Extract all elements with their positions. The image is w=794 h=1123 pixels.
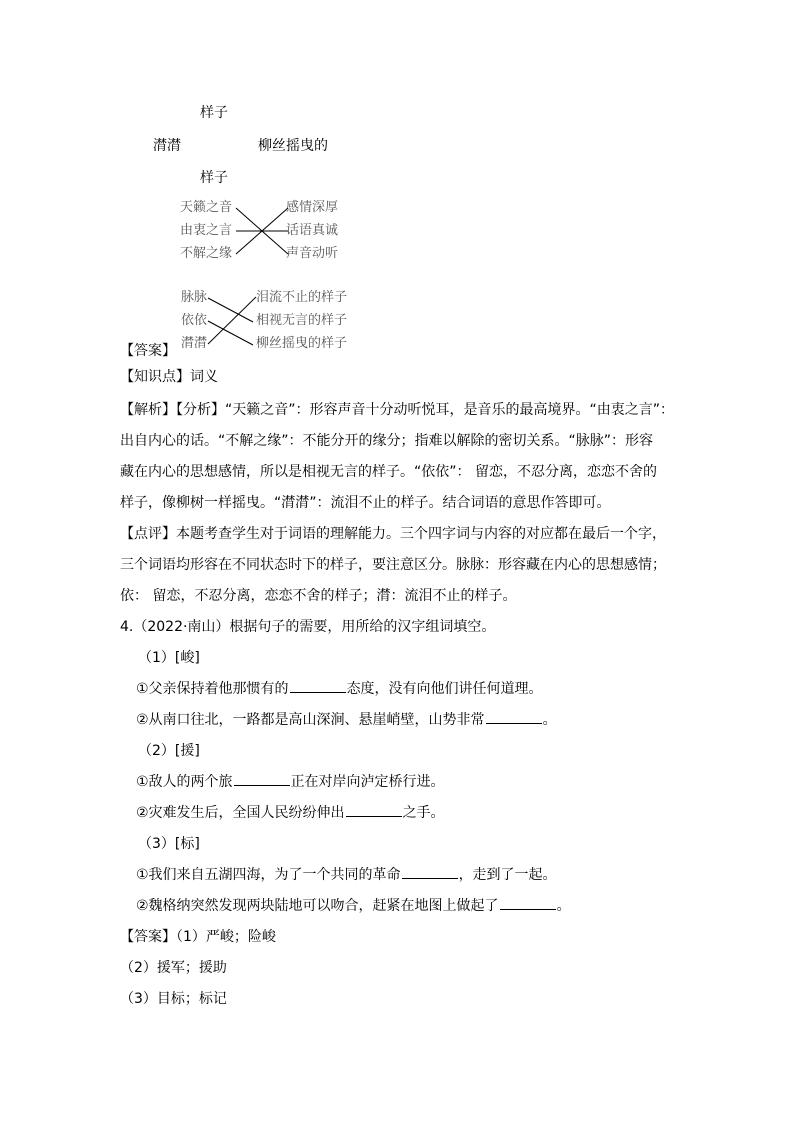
part-3-item-1: ①我们来自五湖四海，为了一个共同的革命 ，走到了一起。 [120,860,680,891]
comment-line: 【点评】本题考查学生对于词语的理解能力。三个四字词与内容的对应都在最后一个字， [120,526,666,542]
match1-right-0: 感情深厚 [286,200,339,215]
part-2-item-1: ①敌人的两个旅 正在对岸向泸定桥行进。 [120,767,680,798]
fragment-liusi: 柳丝摇曳的 [258,138,328,154]
part-1-label: （1）[峻] [138,650,200,666]
fragment-yangzi-2: 样子 [200,170,228,186]
analysis-line: 【解析】【分析】“天籁之音”：形容声音十分动听悦耳，是音乐的最高境界。“由衷之言”： [120,402,675,418]
fragment-yangzi-1: 样子 [200,105,228,121]
analysis-line: 藏在内心的思想感情，所以是相视无言的样子。“依依”： 留恋，不忍分离，恋恋不舍的 [120,464,657,480]
q4-answer-line-1: 【答案】（1）严峻；险峻 [120,929,276,945]
knowledge-value: 词义 [190,369,218,385]
part-3-label: （3）[标] [138,836,200,852]
question-4 [120,612,680,1015]
match2-left-1: 依依 [181,313,208,328]
match1-right-2: 声音动听 [286,246,339,261]
fill-blank[interactable] [346,802,402,817]
match1-left-2: 不解之缘 [180,246,233,261]
match2-right-0: 泪流不止的样子 [256,290,348,305]
match2-connector-lines [0,0,794,400]
part-1-item-1: ①父亲保持着他那惯有的 态度，没有向他们讲任何道理。 [120,674,680,705]
answer-label-q4: 【答案】 [120,929,176,945]
match2-left-2: 潸潸 [181,336,208,351]
question-4-title: 4.（2022·南山）根据句子的需要，用所给的汉字组词填空。 [120,619,496,635]
analysis-line: 出自内心的话。“不解之缘”：不能分开的缘分；指难以解除的密切关系。“脉脉”：形容 [120,433,654,449]
comment-line: 三个词语均形容在不同状态时下的样子，要注意区分。脉脉：形容藏在内心的思想感情； [120,557,666,573]
match2-right-1: 相视无言的样子 [256,313,348,328]
part-1-item-2: ②从南口往北，一路都是高山深涧、悬崖峭壁，山势非常 。 [120,705,680,736]
fill-blank[interactable] [290,678,346,693]
match1-right-1: 话语真诚 [286,223,339,238]
part-2-item-2: ②灾难发生后，全国人民纷纷伸出 之手。 [120,798,680,829]
fill-blank[interactable] [402,864,458,879]
analysis-line: 样子，像柳树一样摇曳。“潸潸”：流泪不止的样子。结合词语的意思作答即可。 [120,495,611,511]
match1-left-0: 天籁之音 [180,200,233,215]
part-2-label: （2）[援] [138,743,200,759]
analysis-section [120,395,680,519]
fill-blank[interactable] [500,895,556,910]
fill-blank[interactable] [234,771,290,786]
comment-line: 依： 留恋，不忍分离，恋恋不舍的样子；潸：流泪不止的样子。 [120,588,517,604]
comment-section [120,519,680,612]
knowledge-label: 【知识点】 [120,369,190,385]
fragment-shanshan: 潸潸 [153,138,181,154]
q4-answer-line-3: （3）目标；标记 [120,991,227,1007]
knowledge-point [120,368,218,386]
part-3-item-2: ②魏格纳突然发现两块陆地可以吻合，赶紧在地图上做起了 。 [120,891,680,922]
match1-left-1: 由衷之言 [180,223,233,238]
q4-answer-line-2: （2）援军；援助 [120,960,227,976]
match2-right-2: 柳丝摇曳的样子 [256,336,348,351]
match2-left-0: 脉脉 [181,290,208,305]
fill-blank[interactable] [486,709,542,724]
answer-label-q3: 【答案】 [120,343,176,359]
